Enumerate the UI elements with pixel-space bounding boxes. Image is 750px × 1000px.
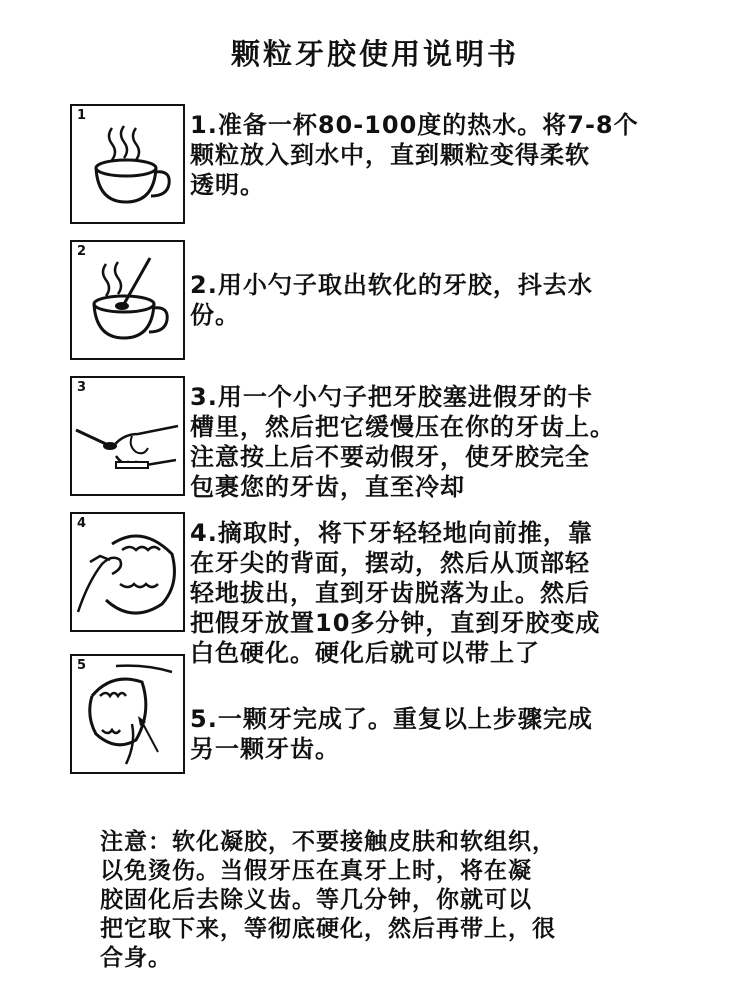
mouth-removal-icon: [72, 514, 183, 630]
smiling-mouth-icon: [72, 656, 183, 772]
step-4-number: 4: [77, 516, 87, 531]
step-3-number: 3: [77, 380, 87, 395]
step-2-line: 2.用小勺子取出软化的牙胶，抖去水: [190, 271, 593, 299]
step-3-line: 槽里，然后把它缓慢压在你的牙齿上。: [190, 413, 615, 441]
note-line: 注意：软化凝胶，不要接触皮肤和软组织，: [100, 829, 556, 855]
page-title: 颗粒牙胶使用说明书: [230, 37, 519, 71]
step-5-number: 5: [77, 658, 87, 673]
step-3-line: 注意按上后不要动假牙，使牙胶完全: [190, 443, 590, 471]
step-3-line: 包裹您的牙齿，直至冷却: [190, 473, 465, 501]
step-2-line: 份。: [190, 301, 240, 329]
warning-note: [100, 828, 680, 973]
note-line: 以免烫伤。当假牙压在真牙上时，将在凝: [100, 858, 532, 884]
step-4-illustration: [70, 512, 185, 632]
step-5-text: [190, 704, 710, 764]
note-line: 把它取下来，等彻底硬化，然后再带上，很: [100, 916, 556, 942]
note-line: 胶固化后去除义齿。等几分钟，你就可以: [100, 887, 532, 913]
step-4-line: 在牙尖的背面，摆动，然后从顶部轻: [190, 549, 590, 577]
step-1-illustration: [70, 104, 185, 224]
step-4-line: 把假牙放置10多分钟，直到牙胶变成: [190, 609, 601, 637]
step-1-number: 1: [77, 108, 87, 123]
step-3-line: 3.用一个小勺子把牙胶塞进假牙的卡: [190, 383, 593, 411]
step-1-line: 透明。: [190, 171, 265, 199]
step-2-illustration: [70, 240, 185, 360]
step-5-line: 另一颗牙齿。: [190, 735, 340, 763]
hot-cup-icon: [72, 106, 183, 222]
step-1-line: 颗粒放入到水中，直到颗粒变得柔软: [190, 141, 590, 169]
step-5-illustration: [70, 654, 185, 774]
step-5-line: 5.一颗牙完成了。重复以上步骤完成: [190, 705, 593, 733]
step-3-text: [190, 382, 710, 502]
step-1-line: 1.准备一杯80-100度的热水。将7-8个: [190, 111, 639, 139]
note-line: 合身。: [100, 945, 172, 971]
step-2-number: 2: [77, 244, 87, 259]
cup-with-spoon-icon: [72, 242, 183, 358]
step-1-text: [190, 110, 710, 200]
step-4-line: 白色硬化。硬化后就可以带上了: [190, 639, 540, 667]
step-4-line: 4.摘取时，将下牙轻轻地向前推，靠: [190, 519, 593, 547]
step-2-text: [190, 270, 710, 330]
step-4-text: [190, 518, 710, 668]
step-3-illustration: [70, 376, 185, 496]
hand-spoon-denture-icon: [72, 378, 183, 494]
step-4-line: 轻地拔出，直到牙齿脱落为止。然后: [190, 579, 590, 607]
